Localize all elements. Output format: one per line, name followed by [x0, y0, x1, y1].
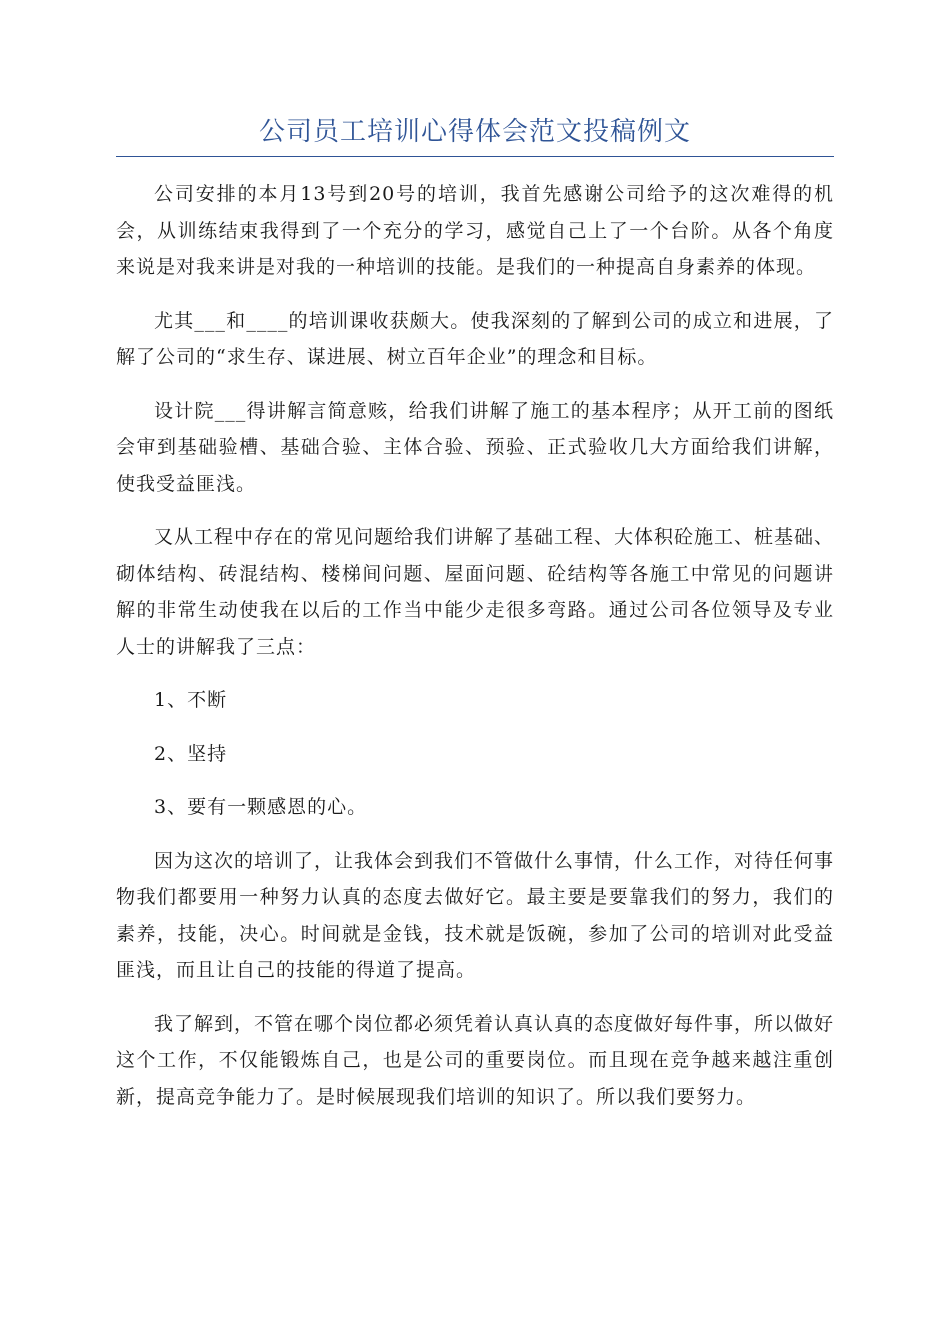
- paragraph-3: 设计院___得讲解言简意赅，给我们讲解了施工的基本程序；从开工前的图纸会审到基础验槽、基础合验、主体合验、预验、正式验收几大方面给我们讲解，使我受益匪浅。: [116, 399, 834, 495]
- paragraph-4: 又从工程中存在的常见问题给我们讲解了基础工程、大体积砼施工、桩基础、砌体结构、砖混结构、楼梯间问题、屋面问题、砼结构等各施工中常见的问题讲解的非常生动使我在以后的工作当中能少走很多弯路。通过公司各位领导及专业人士的讲解我了三点：: [116, 526, 835, 658]
- title-block: [116, 112, 834, 157]
- paragraph-2: 尤其___和____的培训课收获颇大。使我深刻的了解到公司的成立和进展，了解了公司的“求生存、谋进展、树立百年企业”的理念和目标。: [116, 309, 834, 368]
- paragraph-5: 因为这次的培训了，让我体会到我们不管做什么事情，什么工作，对待任何事物我们都要用一种努力认真的态度去做好它。最主要是要靠我们的努力，我们的素养，技能，决心。时间就是金钱，技术就是饭碗，参加了公司的培训对此受益匪浅，而且让自己的技能的得道了提高。: [116, 849, 835, 981]
- list-item-1: 1、不断: [154, 689, 228, 711]
- paragraph-1: 公司安排的本月13号到20号的培训，我首先感谢公司给予的这次难得的机会，从训练结束我得到了一个充分的学习，感觉自己上了一个台阶。从各个角度来说是对我来讲是对我的一种培训的技能。是我们的一种提高自身素养的体现。: [116, 183, 834, 278]
- list-item-3: 3、要有一颗感恩的心。: [154, 796, 368, 818]
- document-title: 公司员工培训心得体会范文投稿例文: [258, 117, 691, 147]
- paragraph-6: 我了解到，不管在哪个岗位都必须凭着认真认真的态度做好每件事，所以做好这个工作，不仅能锻炼自己，也是公司的重要岗位。而且现在竞争越来越注重创新，提高竞争能力了。是时候展现我们培训的知识了。所以我们要努力。: [116, 1012, 835, 1108]
- document-body: [116, 176, 834, 1132]
- list-item-2: 2、坚持: [154, 742, 228, 765]
